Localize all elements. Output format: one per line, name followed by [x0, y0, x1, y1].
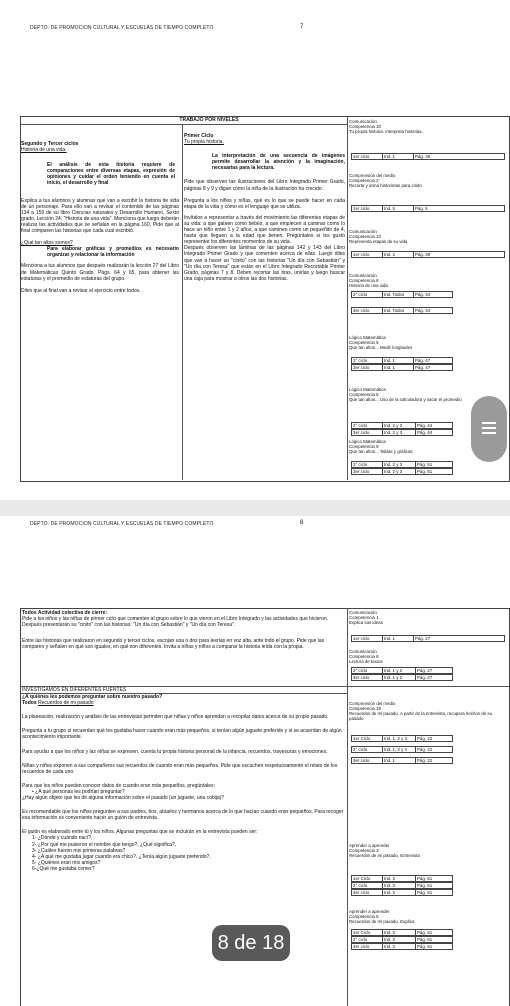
- col1-paragraph-1: Explica a tus alumnos y alumnas que van a escribir la historia de vida de un personaje. Para ello van a revisar el contenido de las páginas 134 a 159 de su libro Ciencias naturales y Desarrollo Humano. Sexto grado. Lección 24. "Historia de una vida". Menciona que luego deberán realizar las actividades que se señalan en la página 160. Pide que al final comparen las historias que cada cual escribió.: [21, 197, 179, 235]
- paragraph-6: ¿Hay algún objeto que les dé alguna información sobre el pasado (un juguete, una cobija)?: [22, 795, 225, 802]
- competency-row: 2° ciclo Ind. 1 Pág. 47: [351, 357, 453, 364]
- competency-row: 2° ciclo Ind. 2 y 3 Pág. 51: [351, 461, 453, 468]
- competency-row: 1er Ciclo Ind. 3 Pág. 61: [351, 875, 453, 882]
- col1-paragraph-2: Menciona a tus alumnos que después realizarán la lección 27 del Libro de Matemáticas Quinto Grado. Págs. 64 y 65, para obtener las estaturas y el promedio de estaturas del grupo.: [21, 263, 179, 282]
- competency-block-4: Comunicación Competencia 8 Historia de una vida: [349, 273, 388, 289]
- competency-block-2: Comunicación Competencia 8 Lectura de textos: [349, 649, 383, 665]
- competency-block-5: Aprender a aprender Competencia 5 Recuerdos de mi pasado. Explica: [349, 909, 415, 925]
- page-number: 8: [300, 520, 304, 526]
- col1-paragraph-3: Diles que al final van a revisar el ejercicio entre todos.: [21, 287, 141, 294]
- closing-paragraph-2: Entre las historias que realizaron en segundo y tercer ciclos, escojan una o dos para leerlas en voz alta, ante todo el grupo. Pide que las comparen y señalen en qué son iguales, en qué son diferentes. Invita a niñas y niños a comparar la historia leída con la propia.: [22, 638, 325, 651]
- col1-title: Segundo y Tercer ciclos: [21, 141, 79, 147]
- paragraph-3: Para ayudar a que los niños y las niñas se expresen, cuenta tu propia historia personal de la infancia, recuerdos, travesuras y emociones.: [22, 748, 328, 755]
- col1-question: ¿Qué tan altos somos?: [21, 240, 73, 247]
- table-title: TRABAJO POR NIVELES: [179, 117, 239, 123]
- competency-row: 3er ciclo Ind. 3 Pág. 61: [351, 943, 453, 950]
- competency-row: 3er ciclo Ind. Todos Pág. 34: [351, 307, 453, 314]
- competency-row: 3er ciclo Ind. 2 y 3 Pág. 44: [351, 429, 453, 436]
- competency-row: 3er ciclo Ind. 1 y 2 Pág. 27: [351, 674, 453, 681]
- paragraph-7: Es recomendable que los niños pregunten a sus padres, tíos, abuelos y hermanos acerca de lo que hacían cuando eran pequeños. Para recoger esa información es conveniente hacer un guión de entrevista.: [22, 809, 344, 822]
- col1-content: [21, 141, 179, 294]
- competency-row: 1er ciclo Ind. 5 Pág. 5: [351, 205, 505, 212]
- scroll-handle[interactable]: [471, 396, 507, 462]
- paragraph-5: Para que los niños puedan conocer datos de cuando eran más pequeños, pregúntales:: [22, 782, 215, 789]
- competency-row: 1er Ciclo Ind. 1, 2 y 3 Pág. 22: [351, 735, 453, 742]
- competency-row: 2° ciclo Ind. 1 y 2 Pág. 27: [351, 667, 453, 674]
- question-list: 1- ¿Dónde y cuándo nací?, 2- ¿Por qué me pusieron el nombre que tengo?, ¿Qué significa?, 3- ¿Cuáles fueron mis primeras palabras? 4- ¿A qué me gustaba jugar cuando era chico?, ¿Tenía algún juguete preferido?, 5- ¿Quiénes eran mis amigos? 6-¿Qué me gustaba comer?: [32, 835, 211, 872]
- competency-row: 2° ciclo Ind. 3 Pág. 61: [351, 936, 453, 943]
- competency-block-1: Comunicación Competencia 1 Explica sus ideas: [349, 610, 383, 626]
- competency-row: 3er ciclo Ind. 1 Pág. 47: [351, 364, 453, 371]
- investigation-section: INVESTIGAMOS EN DIFERENTES FUENTES ¿A quiénes les podemos preguntar sobre nuestro pasado? Todos Recuerdos de mi pasado La planeación, realización y análisis de las entrevistas permiten que niñas y niños aprendan a recopilar datos acerca de su propio pasado. Pregunta a tu grupo si recuerdan qué les gustaba hacer cuando eran más pequeños, si tenían algún juguete preferido y si se acuerdan de algún acontecimiento importante. Para ayudar a que los niños y las niñas se expresen, cuenta tu propia historia personal de la infancia, recuerdos, travesuras y emociones. Niñas y niños exponen a sus compañeros sus recuerdos de cuando eran más pequeños. Pide que escuchen respetuosamente el relato de los recuerdos de cada uno. Para que los niños puedan conocer datos de cuando eran más pequeños, pregúntales: • ¿A qué personas les podrían preguntar? ¿Hay algún objeto que les dé alguna información sobre el pasado (un juguete, una cobija)? Es recomendable que los niños pregunten a sus padres, tíos, abuelos y hermanos acerca de lo que hacían cuando eran pequeños. Para recoger esa información es conveniente hacer un guión de entrevista. El guión es elaborado entre tú y los niños. Algunas preguntas que se incluirán en la entrevista pueden ser: 1- ¿Dónde y cuándo nací?, 2- ¿Por qué me pusieron el nombre que tengo?, ¿Qué significa?, 3- ¿Cuáles fueron mis primeras palabras? 4- ¿A qué me gustaba jugar cuando era chico?, ¿Tenía algún juguete preferido?, 5- ¿Quiénes eran mis amigos? 6-¿Qué me gustaba comer?: [22, 687, 344, 872]
- competency-row: 1er ciclo Ind. 1 Pág. 36: [351, 153, 505, 160]
- competency-row: 3er ciclo Ind. 3 Pág. 61: [351, 889, 453, 896]
- col2-content: [184, 133, 345, 282]
- document-page-7: [0, 0, 510, 500]
- competency-block-6: Lógico Matemática Competencia 5 Que tan altos... Uso de la calculadora y sacar el promedio: [349, 387, 462, 403]
- paragraph-4: Niñas y niños exponen a sus compañeros sus recuerdos de cuando eran más pequeños. Pide que escuchen respetuosamente el relato de los recuerdos de cada uno.: [22, 762, 338, 775]
- col2-paragraph-2: Pregunta a los niños y niñas, qué es lo que se puede hacer en cada etapa de la vida y cómo es el lenguaje que se utiliza.: [184, 197, 345, 210]
- closing-paragraph-1: Pide a los niños y las niñas de primer ciclo que comenten al grupo sobre lo que vieron en el Libro Integrado y las actividades que hicieron. Después presentarán su "cinito" con las historias: "Un día con Sebastián" y "Un día con Teresa".: [22, 616, 329, 629]
- col2-heading: La interpretación de una secuencia de imágenes permite desarrollar la atención y la imaginación, necesarias para la lectura.: [212, 153, 345, 172]
- col1-subtitle: Historia de una vida.: [21, 147, 67, 154]
- page-header: DEPTO. DE PROMOCION CULTURAL Y ESCUELAS DE TIEMPO COMPLETO: [30, 25, 214, 31]
- competency-block-7: Lógico Matemática Competencia 9 Que tan altos... Tablas y gráficas: [349, 439, 413, 455]
- competency-row: 2° ciclo Ind. 3 Pág. 61: [351, 882, 453, 889]
- competency-block-2: Comprensión del medio Competencia 2 Recorta y arma historietas para cinito: [349, 173, 422, 189]
- col2-paragraph-1: Pide que observen las ilustraciones del Libro Integrado Primer Grado, páginas 8 y 9 y digan cómo la niña de la ilustración ha crecido.: [184, 179, 345, 192]
- page-indicator: 8 de 18: [212, 925, 290, 961]
- section-heading: ¿A quiénes les podemos preguntar sobre nuestro pasado?: [22, 694, 163, 701]
- competency-row: 1er Ciclo Ind. 3 Pág. 61: [351, 929, 453, 936]
- competency-block-5: Lógico Matemática Competencia 5 Que tan altos... Medir longitudes: [349, 335, 413, 351]
- competency-row: 2° ciclo Ind. Todos Pág. 34: [351, 291, 453, 298]
- page-number: 7: [300, 24, 304, 30]
- competency-block-3: Comprensión del medio Competencia 19 Recuerdos de mi pasado. A partir de la entrevista, recupera hechos de su pasado: [349, 701, 493, 722]
- competency-row: 2° ciclo Ind. 1, 3 y 4 Pág. 22: [351, 746, 453, 753]
- paragraph-1: La planeación, realización y análisis de las entrevistas permiten que niñas y niños aprendan a recopilar datos acerca de su propio pasado.: [22, 714, 329, 721]
- col2-subtitle: Tu propia historia.: [184, 139, 224, 146]
- competency-block-4: Aprender a aprender Competencia 3 Recuerdos de mi pasado. Entrevista: [349, 843, 420, 859]
- col2-paragraph-3: Invítalos a representar a través del movimiento las diferentes etapas de su vida: a que gateen como bebés, a que empiecen a caminar como lo hace un niño entre 1 y 2 años, a que caminen como un pequeñito de 4, hasta que lleguen a la edad que tienen. Pregúntales si les gustó representar los diferentes momentos de su vida.: [184, 214, 345, 246]
- col2-paragraph-4: Después observen las láminas de las páginas 142 y 143 del Libro Integrado Primer Grado y que comenten acerca de ellas. Luego diles que van a hacer un "cinito" con las historias "Un día con Sebastián" y "Un día con Teresa" que están en el Libro Integrado Recortable Primer Grado, páginas 7 y 8. Deben recortar las tiras, unirlas y luego buscar una caja para mostrar a otros las dos historias.: [184, 245, 345, 282]
- col1-heading: El análisis de esta historia requiere de comparaciones entre diversas etapas, expresión de opiniones y cuidar el orden teniendo en cuenta el inicio, el desarrollo y final: [47, 162, 175, 187]
- competency-block-3: Comunicación Competencia 13 Representa etapas de su vida: [349, 229, 408, 245]
- competency-row: 1er ciclo Ind. 2 Pág. 39: [351, 251, 505, 258]
- section-subtitle: Recuerdos de mi pasado: [38, 700, 94, 707]
- section-title: INVESTIGAMOS EN DIFERENTES FUENTES: [22, 687, 127, 693]
- competency-row: 3er ciclo Ind. 1 Pág. 22: [351, 757, 453, 764]
- paragraph-2: Pregunta a tu grupo si recuerdan qué les gustaba hacer cuando eran más pequeños, si tenían algún juguete preferido y si se acuerdan de algún acontecimiento importante.: [22, 728, 342, 741]
- competency-row: 3er ciclo Ind. 2 y 3 Pág. 51: [351, 468, 453, 475]
- levels-table: [20, 116, 510, 482]
- page-header: DEPTO. DE PROMOCION CULTURAL Y ESCUELAS DE TIEMPO COMPLETO: [30, 521, 214, 527]
- paragraph-8: El guión es elaborado entre tú y los niños. Algunas preguntas que se incluirán en la entrevista pueden ser:: [22, 829, 258, 836]
- competency-block-1: Comunicación Competencia 10 Tu propia historia. Interpreta historias.: [349, 119, 423, 135]
- competency-row: 2° ciclo Ind. 2 y 3 Pág. 44: [351, 422, 453, 429]
- closing-activity: [22, 610, 344, 650]
- competency-row: 1er ciclo Ind. 1 Pág. 27: [351, 635, 505, 642]
- col2-title: Primer Ciclo: [184, 133, 214, 139]
- bullet-item: • ¿A qué personas les podrían preguntar?: [32, 788, 125, 795]
- closing-title: Todos Actividad colectiva de cierre:: [22, 610, 108, 616]
- col1-heading-2: Para elaborar gráficas y promedios es necesario organizar y relacionar la información: [47, 246, 179, 259]
